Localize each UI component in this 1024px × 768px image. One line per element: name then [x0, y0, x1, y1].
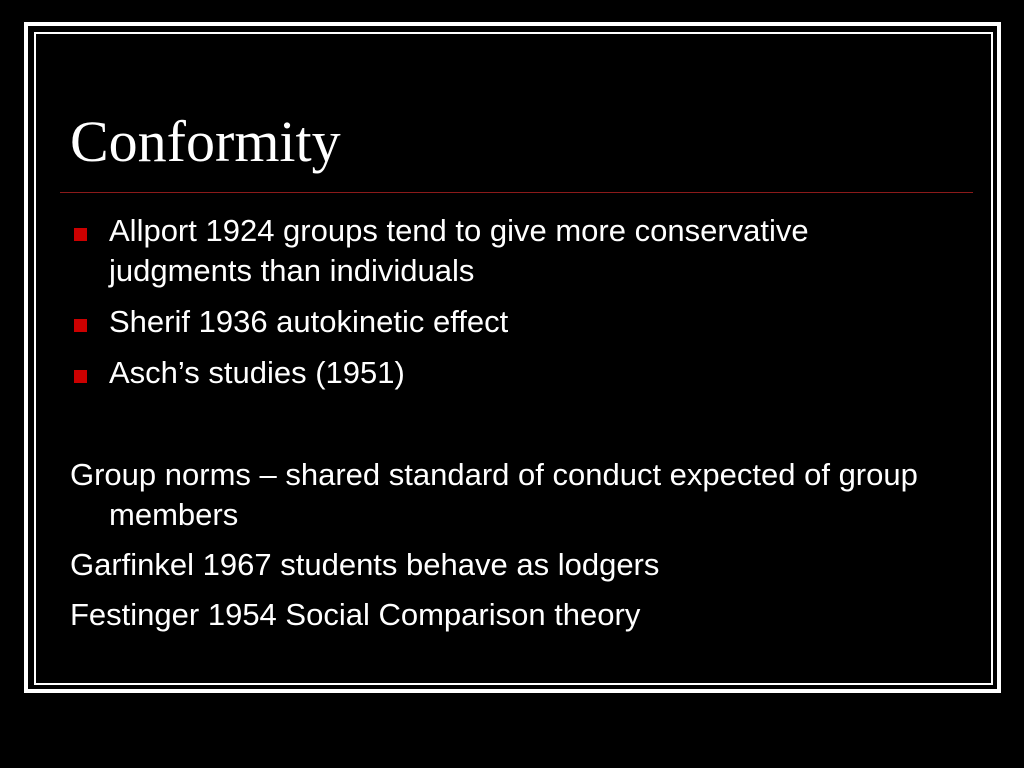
bullet-item [70, 211, 950, 291]
bullet-list [70, 211, 950, 404]
bullet-text: Sherif 1936 autokinetic effect [109, 304, 509, 339]
title-divider [60, 192, 973, 193]
bullet-item [70, 302, 950, 342]
square-bullet-icon [74, 370, 87, 383]
paragraph-list [70, 455, 950, 645]
bullet-item [70, 353, 950, 393]
paragraph-text: Garfinkel 1967 students behave as lodgers [70, 547, 660, 582]
square-bullet-icon [74, 319, 87, 332]
square-bullet-icon [74, 228, 87, 241]
slide-title: Conformity [70, 109, 341, 174]
bullet-text: Allport 1924 groups tend to give more conservative judgments than individuals [109, 213, 809, 288]
paragraph-text: Festinger 1954 Social Comparison theory [70, 597, 641, 632]
paragraph-text: Group norms – shared standard of conduct expected of group members [70, 457, 918, 532]
bullet-text: Asch’s studies (1951) [109, 355, 405, 390]
